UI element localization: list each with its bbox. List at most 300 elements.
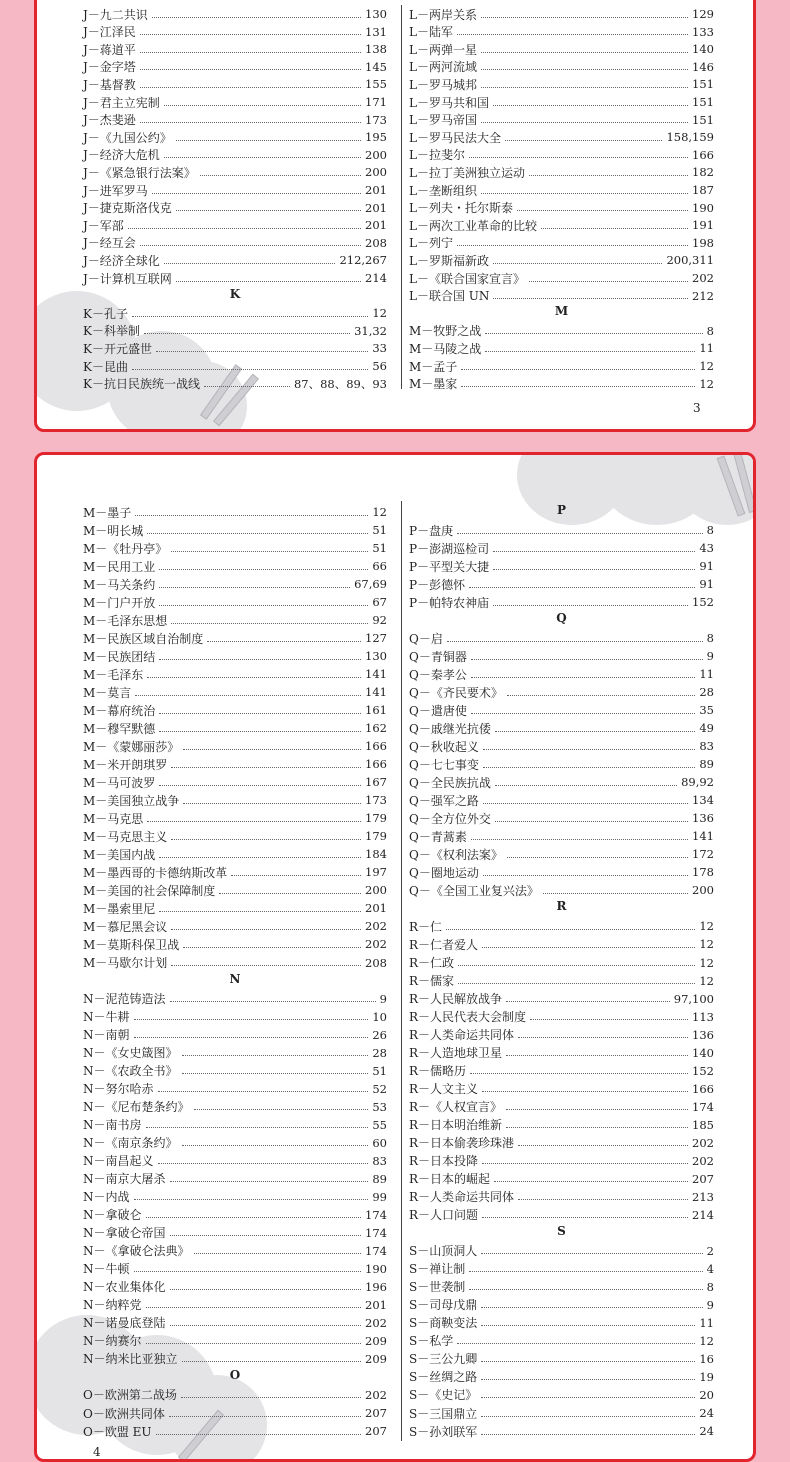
entry-term: S－商鞅变法 <box>409 1316 478 1331</box>
dot-leader <box>164 105 361 106</box>
entry-term: L－《联合国家宣言》 <box>409 271 525 286</box>
entry-page: 52 <box>372 1081 387 1096</box>
dot-leader <box>494 1181 688 1182</box>
entry-term: J－经济大危机 <box>83 148 160 163</box>
dot-leader <box>482 1091 688 1092</box>
entry-page: 51 <box>372 523 387 538</box>
entry-term: S－禅让制 <box>409 1262 466 1277</box>
entry-page: 190 <box>692 200 714 215</box>
entry-page: 140 <box>692 42 714 57</box>
entry-page: 152 <box>692 595 714 610</box>
index-entry <box>83 611 387 629</box>
entry-term: N－纳赛尔 <box>83 1334 142 1349</box>
index-entry <box>83 5 387 23</box>
entry-page: 145 <box>365 59 387 74</box>
entry-page: 8 <box>706 631 714 646</box>
index-entry <box>83 1314 387 1332</box>
index-entry <box>83 575 387 593</box>
index-entry <box>83 234 387 252</box>
entry-term: L－列宁 <box>409 236 453 251</box>
entry-page: 202 <box>692 1153 714 1168</box>
entry-page: 198 <box>692 235 714 250</box>
dot-leader <box>469 1289 702 1290</box>
dot-leader <box>493 105 688 106</box>
entry-term: J－九二共识 <box>83 7 148 22</box>
entry-page: 214 <box>692 1207 714 1222</box>
index-entry <box>409 593 714 611</box>
dot-leader <box>481 1379 695 1380</box>
dot-leader <box>495 821 688 822</box>
entry-page: 60 <box>372 1135 387 1150</box>
entry-term: M－民用工业 <box>83 559 156 574</box>
entry-term: Q－青铜器 <box>409 649 467 664</box>
dot-leader <box>146 1307 362 1308</box>
entry-term: M－明长城 <box>83 523 144 538</box>
entry-page: 209 <box>365 1351 387 1366</box>
entry-term: J－捷克斯洛伐克 <box>83 201 172 216</box>
entry-page: 131 <box>365 24 387 39</box>
index-entry <box>409 557 714 575</box>
dot-leader <box>529 281 688 282</box>
entry-term: P－平型关大捷 <box>409 559 490 574</box>
index-entry <box>409 1098 714 1116</box>
dot-leader <box>481 122 688 123</box>
entry-page: 141 <box>365 685 387 700</box>
entry-page: 167 <box>365 775 387 790</box>
index-entry <box>83 899 387 917</box>
entry-term: J－杰斐逊 <box>83 113 136 128</box>
dot-leader <box>140 87 361 88</box>
entry-term: R－人造地球卫星 <box>409 1046 503 1061</box>
entry-term: J－经互会 <box>83 236 136 251</box>
entry-term: L－两岸关系 <box>409 7 477 22</box>
dot-leader <box>171 929 361 930</box>
entry-page: 89,92 <box>681 775 714 790</box>
index-entry <box>83 322 387 340</box>
index-entry <box>83 647 387 665</box>
dot-leader <box>485 333 702 334</box>
entry-term: K－孔子 <box>83 306 128 321</box>
page-number: 4 <box>93 1445 101 1459</box>
entry-page: 134 <box>692 793 714 808</box>
dot-leader <box>128 228 361 229</box>
dot-leader <box>506 1055 688 1056</box>
entry-page: 202 <box>365 937 387 952</box>
dot-leader <box>482 947 695 948</box>
letter-heading: O <box>229 1367 241 1382</box>
index-entry <box>409 1044 714 1062</box>
index-entry <box>83 1296 387 1314</box>
entry-page: 136 <box>692 811 714 826</box>
entry-term: K－开元盛世 <box>83 341 152 356</box>
entry-term: Q－秦孝公 <box>409 667 467 682</box>
dot-leader <box>147 677 361 678</box>
entry-page: 200 <box>365 147 387 162</box>
index-entry <box>83 881 387 899</box>
entry-term: N－拿破仑 <box>83 1208 142 1223</box>
entry-term: P－彭德怀 <box>409 577 466 592</box>
index-entry <box>83 128 387 146</box>
entry-page: 67,69 <box>354 577 387 592</box>
entry-term: N－《南京条约》 <box>83 1136 178 1151</box>
dot-leader <box>156 1434 362 1435</box>
entry-page: 185 <box>692 1117 714 1132</box>
dot-leader <box>182 1361 362 1362</box>
entry-term: S－世袭制 <box>409 1280 466 1295</box>
dot-leader <box>182 1073 369 1074</box>
index-entry <box>83 1098 387 1116</box>
entry-page: 91 <box>699 559 714 574</box>
entry-page: 10 <box>372 1009 387 1024</box>
index-entry <box>409 1008 714 1026</box>
entry-page: 127 <box>365 631 387 646</box>
entry-term: L－罗马城邦 <box>409 77 477 92</box>
dot-leader <box>140 69 361 70</box>
entry-page: 200 <box>692 883 714 898</box>
entry-page: 166 <box>365 757 387 772</box>
entry-term: R－人民代表大会制度 <box>409 1010 527 1025</box>
entry-term: M－墨家 <box>409 377 458 392</box>
entry-term: N－《尼布楚条约》 <box>83 1100 190 1115</box>
entry-term: L－拉斐尔 <box>409 148 465 163</box>
index-entry <box>83 557 387 575</box>
entry-term: M－马可波罗 <box>83 775 156 790</box>
entry-term: R－儒略历 <box>409 1064 467 1079</box>
entry-page: 51 <box>372 541 387 556</box>
entry-page: 202 <box>365 1315 387 1330</box>
entry-term: Q－《权利法案》 <box>409 847 503 862</box>
entry-page: 55 <box>372 1117 387 1132</box>
dot-leader <box>481 1397 695 1398</box>
index-entry <box>409 251 714 269</box>
entry-term: Q－启 <box>409 631 443 646</box>
column-divider <box>401 5 402 389</box>
letter-heading: M <box>554 304 569 319</box>
index-entry <box>83 755 387 773</box>
dot-leader <box>495 785 677 786</box>
entry-term: J－江泽民 <box>83 25 136 40</box>
index-entry <box>83 954 387 972</box>
entry-page: 202 <box>365 919 387 934</box>
dot-leader <box>146 1343 362 1344</box>
entry-term: L－列夫・托尔斯泰 <box>409 201 513 216</box>
entry-page: 171 <box>365 95 387 109</box>
entry-term: J－《紧急银行法案》 <box>83 165 196 180</box>
dot-leader <box>159 605 368 606</box>
index-entry <box>409 146 714 164</box>
dot-leader <box>481 1434 695 1435</box>
index-entry <box>83 827 387 845</box>
entry-term: M－美国独立战争 <box>83 793 180 808</box>
dot-leader <box>493 569 695 570</box>
dot-leader <box>543 893 688 894</box>
dot-leader <box>481 87 688 88</box>
index-entry <box>409 521 714 539</box>
entry-term: N－《拿破仑法典》 <box>83 1244 190 1259</box>
entry-term: R－人口问题 <box>409 1208 479 1223</box>
index-entry <box>409 1386 714 1404</box>
entry-page: 184 <box>365 847 387 862</box>
entry-page: 161 <box>365 703 387 718</box>
index-entry <box>409 322 714 340</box>
dot-leader <box>171 767 361 768</box>
dot-leader <box>194 1109 369 1110</box>
index-entry <box>83 737 387 755</box>
index-entry <box>409 93 714 111</box>
dot-leader <box>181 1397 361 1398</box>
entry-term: R－人文主义 <box>409 1082 479 1097</box>
index-entry <box>83 1224 387 1242</box>
index-entry <box>409 701 714 719</box>
entry-page: 49 <box>699 721 714 736</box>
dot-leader <box>471 677 696 678</box>
entry-page: 66 <box>372 559 387 574</box>
entry-term: M－墨子 <box>83 505 132 520</box>
entry-page: 174 <box>692 1099 714 1114</box>
index-entry <box>409 287 714 305</box>
page-number: 3 <box>693 401 701 415</box>
entry-term: R－仁政 <box>409 956 455 970</box>
entry-term: M－牧野之战 <box>409 324 482 339</box>
entry-term: M－幕府统治 <box>83 703 156 718</box>
entry-term: R－人类命运共同体 <box>409 1190 515 1205</box>
entry-term: L－联合国 UN <box>409 289 490 304</box>
index-entry <box>83 1044 387 1062</box>
index-entry <box>83 1152 387 1170</box>
index-entry <box>409 917 714 935</box>
entry-term: M－毛泽东思想 <box>83 613 168 628</box>
entry-term: M－民族区域自治制度 <box>83 631 204 646</box>
dot-leader <box>481 52 688 53</box>
dot-leader <box>481 69 688 70</box>
index-entry <box>83 1422 387 1440</box>
index-entry <box>409 935 714 953</box>
entry-page: 87、88、89、93 <box>293 376 387 391</box>
entry-term: L－两弹一星 <box>409 42 477 57</box>
dot-leader <box>134 1019 369 1020</box>
entry-page: 179 <box>365 829 387 844</box>
dot-leader <box>176 140 361 141</box>
entry-term: R－日本明治维新 <box>409 1118 503 1133</box>
entry-page: 51 <box>372 1063 387 1078</box>
dot-leader <box>194 1253 362 1254</box>
dot-leader <box>135 695 361 696</box>
index-entry <box>83 304 387 322</box>
dot-leader <box>517 210 688 211</box>
entry-page: 162 <box>365 721 387 736</box>
entry-term: R－人类命运共同体 <box>409 1028 515 1043</box>
dot-leader <box>132 316 368 317</box>
dot-leader <box>483 749 696 750</box>
index-entry <box>409 181 714 199</box>
entry-term: R－日本投降 <box>409 1154 479 1169</box>
index-entry <box>409 773 714 791</box>
dot-leader <box>485 351 695 352</box>
index-entry <box>409 199 714 217</box>
index-entry <box>83 1080 387 1098</box>
index-entry <box>409 1170 714 1188</box>
entry-page: 9 <box>706 1297 714 1312</box>
dot-leader <box>530 1019 688 1020</box>
entry-page: 9 <box>706 649 714 664</box>
entry-term: M－毛泽东 <box>83 667 144 682</box>
index-entry <box>409 719 714 737</box>
index-entry <box>409 809 714 827</box>
entry-page: 202 <box>365 1387 387 1402</box>
dot-leader <box>200 175 361 176</box>
index-entry <box>83 935 387 953</box>
index-entry <box>409 863 714 881</box>
dot-leader <box>135 515 368 516</box>
index-entry <box>83 339 387 357</box>
index-entry <box>83 863 387 881</box>
dot-leader <box>495 731 696 732</box>
dot-leader <box>458 983 695 984</box>
letter-heading: N <box>229 971 241 986</box>
entry-page: 2 <box>706 1243 714 1258</box>
entry-page: 67 <box>372 595 387 610</box>
entry-term: M－莫斯科保卫战 <box>83 937 180 952</box>
letter-heading: K <box>229 286 241 301</box>
dot-leader <box>170 1325 362 1326</box>
entry-term: L－垄断组织 <box>409 183 477 198</box>
entry-term: M－穆罕默德 <box>83 721 156 736</box>
entry-page: 33 <box>372 341 387 356</box>
dot-leader <box>207 641 361 642</box>
dot-leader <box>159 569 368 570</box>
dot-leader <box>159 713 361 714</box>
dot-leader <box>140 34 361 35</box>
entry-page: 20 <box>699 1387 714 1402</box>
entry-term: J－蒋道平 <box>83 42 136 57</box>
index-entry <box>409 375 714 393</box>
entry-term: R－儒家 <box>409 974 455 989</box>
entry-page: 43 <box>699 541 714 556</box>
index-entry <box>83 1062 387 1080</box>
index-entry <box>409 128 714 146</box>
dot-leader <box>471 839 688 840</box>
index-entry <box>409 1188 714 1206</box>
entry-page: 53 <box>372 1099 387 1114</box>
entry-term: N－努尔哈赤 <box>83 1082 154 1097</box>
entry-page: 191 <box>692 218 714 233</box>
entry-term: N－牛顿 <box>83 1262 130 1277</box>
entry-term: Q－《全国工业复兴法》 <box>409 883 539 898</box>
dot-leader <box>470 1073 688 1074</box>
index-entry <box>83 146 387 164</box>
dot-leader <box>171 623 368 624</box>
index-entry <box>83 683 387 701</box>
entry-term: Q－青蒿素 <box>409 829 467 844</box>
entry-page: 200 <box>365 883 387 898</box>
index-entry <box>409 1332 714 1350</box>
dot-leader <box>231 875 361 876</box>
dot-leader <box>518 1145 688 1146</box>
entry-page: 213 <box>692 1189 714 1204</box>
index-entry <box>83 521 387 539</box>
dot-leader <box>471 659 703 660</box>
entry-term: L－罗马共和国 <box>409 95 489 110</box>
index-entry <box>409 269 714 287</box>
entry-page: 200,311 <box>666 253 714 268</box>
index-entry <box>409 163 714 181</box>
entry-term: R－人民解放战争 <box>409 992 503 1007</box>
dot-leader <box>482 1163 688 1164</box>
dot-leader <box>481 1307 702 1308</box>
entry-term: N－南京大屠杀 <box>83 1172 166 1187</box>
entry-page: 89 <box>372 1171 387 1186</box>
dot-leader <box>170 1001 376 1002</box>
index-entry <box>409 665 714 683</box>
index-entry <box>409 75 714 93</box>
index-entry <box>409 737 714 755</box>
entry-term: N－拿破仑帝国 <box>83 1226 166 1241</box>
entry-page: 28 <box>699 685 714 700</box>
entry-page: 151 <box>692 112 714 127</box>
index-entry <box>409 647 714 665</box>
index-page-bottom <box>34 452 756 1462</box>
entry-page: 173 <box>365 793 387 808</box>
index-entry <box>83 1404 387 1422</box>
index-entry <box>83 181 387 199</box>
entry-term: S－《史记》 <box>409 1388 478 1403</box>
entry-page: 12 <box>372 505 387 519</box>
index-entry <box>409 755 714 773</box>
entry-term: M－美国的社会保障制度 <box>83 883 216 898</box>
index-entry <box>83 23 387 41</box>
index-entry <box>409 1422 714 1440</box>
entry-term: S－三公九卿 <box>409 1352 478 1367</box>
dot-leader <box>183 749 361 750</box>
dot-leader <box>183 803 361 804</box>
dot-leader <box>518 1199 688 1200</box>
entry-term: Q－全民族抗战 <box>409 775 491 790</box>
entry-page: 209 <box>365 1333 387 1348</box>
index-entry <box>409 683 714 701</box>
dot-leader <box>132 369 368 370</box>
entry-page: 182 <box>692 165 714 180</box>
index-entry <box>409 827 714 845</box>
entry-term: Q－遣唐使 <box>409 703 467 718</box>
entry-page: 99 <box>372 1189 387 1204</box>
index-entry <box>83 357 387 375</box>
entry-term: Q－全方位外交 <box>409 811 491 826</box>
entry-page: 196 <box>365 1279 387 1294</box>
index-entry <box>83 40 387 58</box>
dot-leader <box>182 1055 369 1056</box>
entry-term: O－欧洲共同体 <box>83 1406 165 1421</box>
dot-leader <box>144 333 350 334</box>
entry-term: N－内战 <box>83 1190 130 1205</box>
index-entry <box>409 1206 714 1224</box>
index-entry <box>83 845 387 863</box>
entry-term: S－三国鼎立 <box>409 1406 478 1421</box>
index-entry <box>83 1026 387 1044</box>
entry-term: R－日本的崛起 <box>409 1172 491 1187</box>
index-entry <box>409 1062 714 1080</box>
dot-leader <box>471 713 696 714</box>
dot-leader <box>483 875 688 876</box>
entry-page: 12 <box>699 973 714 988</box>
entry-term: S－司母戊鼎 <box>409 1298 478 1313</box>
entry-page: 141 <box>692 829 714 844</box>
entry-page: 92 <box>372 613 387 628</box>
dot-leader <box>159 587 350 588</box>
dot-leader <box>469 587 695 588</box>
entry-page: 19 <box>699 1369 714 1384</box>
dot-leader <box>541 228 688 229</box>
entry-page: 201 <box>365 1297 387 1312</box>
